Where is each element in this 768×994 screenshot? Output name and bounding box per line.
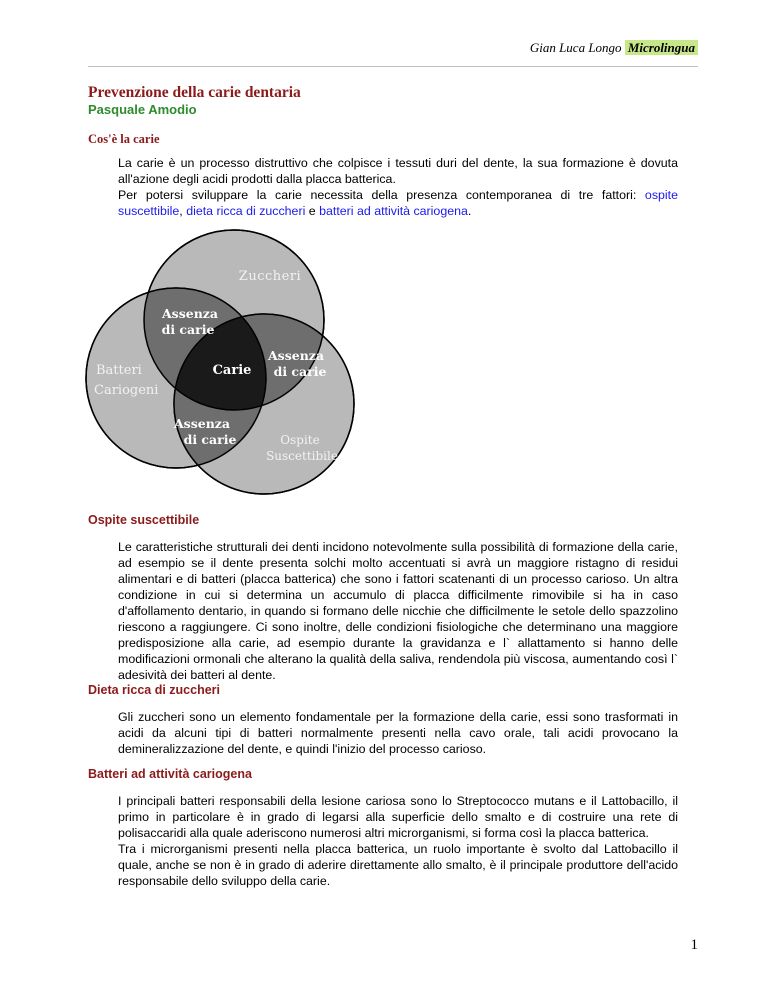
header-brand: Microlingua bbox=[625, 40, 698, 55]
venn-label-dicarie-top: di carie bbox=[161, 322, 215, 337]
venn-label-assenza-right: Assenza bbox=[267, 348, 325, 363]
venn-label-ospite: Ospite bbox=[280, 433, 320, 447]
page-number: 1 bbox=[690, 937, 698, 953]
section-heading-dieta: Dieta ricca di zuccheri bbox=[88, 683, 221, 697]
paragraph-dieta: Gli zuccheri sono un elemento fondamentale per la formazione della carie, essi sono trasformati in acidi da alcuni tipi di batteri normalmente presenti nella cavo orale, tali acidi provocano la demineralizzazione del dente, e quindi l'inizio del processo carioso. bbox=[118, 710, 678, 756]
paragraph-batteri-2: Tra i microrganismi presenti nella placca batterica, un ruolo importante è svolto dal Lattobacillo il quale, anche se non è in grado di aderire direttamente allo smalto, è il principale produttore dell'acido responsabile dello sviluppo della carie. bbox=[118, 842, 678, 888]
venn-label-zuccheri: Zuccheri bbox=[238, 269, 302, 284]
paragraph-batteri bbox=[118, 793, 678, 889]
paragraph-intro-line2 bbox=[118, 187, 678, 219]
paragraph-intro-line1: La carie è un processo distruttivo che colpisce i tessuti duri del dente, la sua formazione è dovuta all'azione degli acidi prodotti dalla placca batterica. bbox=[118, 156, 678, 186]
header-author: Gian Luca Longo bbox=[529, 40, 622, 55]
link-dieta-zuccheri[interactable]: dieta ricca di zuccheri bbox=[186, 204, 306, 218]
paragraph-ospite: Le caratteristiche strutturali dei denti incidono notevolmente sulla possibilità di formazione della carie, ad esempio se il dente presenta solchi molto accentuati si avrà un maggiore ristagno di residui alimentari e di batteri (placca batterica) che sono i fattori scatenanti di un processo carioso. Un altra condizione in cui si determina un accumulo di placca difficilmente rimovibile si ha in caso d'affollamento dentario, in quando si formano delle nicchie che difficilmente le setole dello spazzolino riescono a raggiungere. Ci sono inoltre, delle condizioni fisiologiche che determinano una maggiore predisposizione alla carie, ad esempio durante la gravidanza e l` allattamento si hanno delle modificazioni ormonali che alterano la qualità della saliva, rendendola più viscosa, aumentando così l` adesività dei batteri al dente. bbox=[118, 540, 678, 682]
venn-label-assenza-top: Assenza bbox=[161, 306, 219, 321]
link-ospite-suscettibile[interactable]: ospite suscettibile bbox=[118, 188, 678, 218]
venn-label-cariogeni: Cariogeni bbox=[94, 383, 159, 398]
intro-separator: , bbox=[179, 204, 187, 218]
header-rule bbox=[88, 66, 698, 67]
section-heading-carie: Cos'è la carie bbox=[88, 132, 160, 146]
venn-label-dicarie-bottom: di carie bbox=[183, 432, 237, 447]
document-author: Pasquale Amodio bbox=[88, 102, 197, 117]
venn-diagram bbox=[78, 228, 358, 504]
intro-separator: e bbox=[305, 204, 320, 218]
link-batteri-cariogeni[interactable]: batteri ad attività cariogena bbox=[319, 204, 468, 218]
venn-label-carie: Carie bbox=[212, 363, 252, 378]
section-heading-batteri: Batteri ad attività cariogena bbox=[88, 767, 252, 781]
page-header bbox=[530, 40, 698, 56]
intro-end: . bbox=[467, 204, 472, 218]
venn-label-batteri: Batteri bbox=[96, 363, 142, 378]
paragraph-intro bbox=[118, 155, 678, 219]
venn-label-assenza-bottom: Assenza bbox=[173, 416, 231, 431]
document-title: Prevenzione della carie dentaria bbox=[88, 84, 301, 101]
intro-text: Per potersi sviluppare la carie necessita della presenza contemporanea di tre fattori: bbox=[118, 188, 645, 202]
paragraph-batteri-1: I principali batteri responsabili della lesione cariosa sono lo Streptococco mutans e il Lattobacillo, il primo in particolare è in grado di legarsi alla superficie dello smalto e di costruire una rete di polisaccaridi alla quale aderiscono numerosi altri microrganismi, si forma così la placca batterica. bbox=[118, 794, 678, 840]
venn-label-suscettibile: Suscettibile bbox=[266, 449, 338, 463]
venn-label-dicarie-right: di carie bbox=[273, 364, 327, 379]
section-heading-ospite: Ospite suscettibile bbox=[88, 513, 200, 527]
